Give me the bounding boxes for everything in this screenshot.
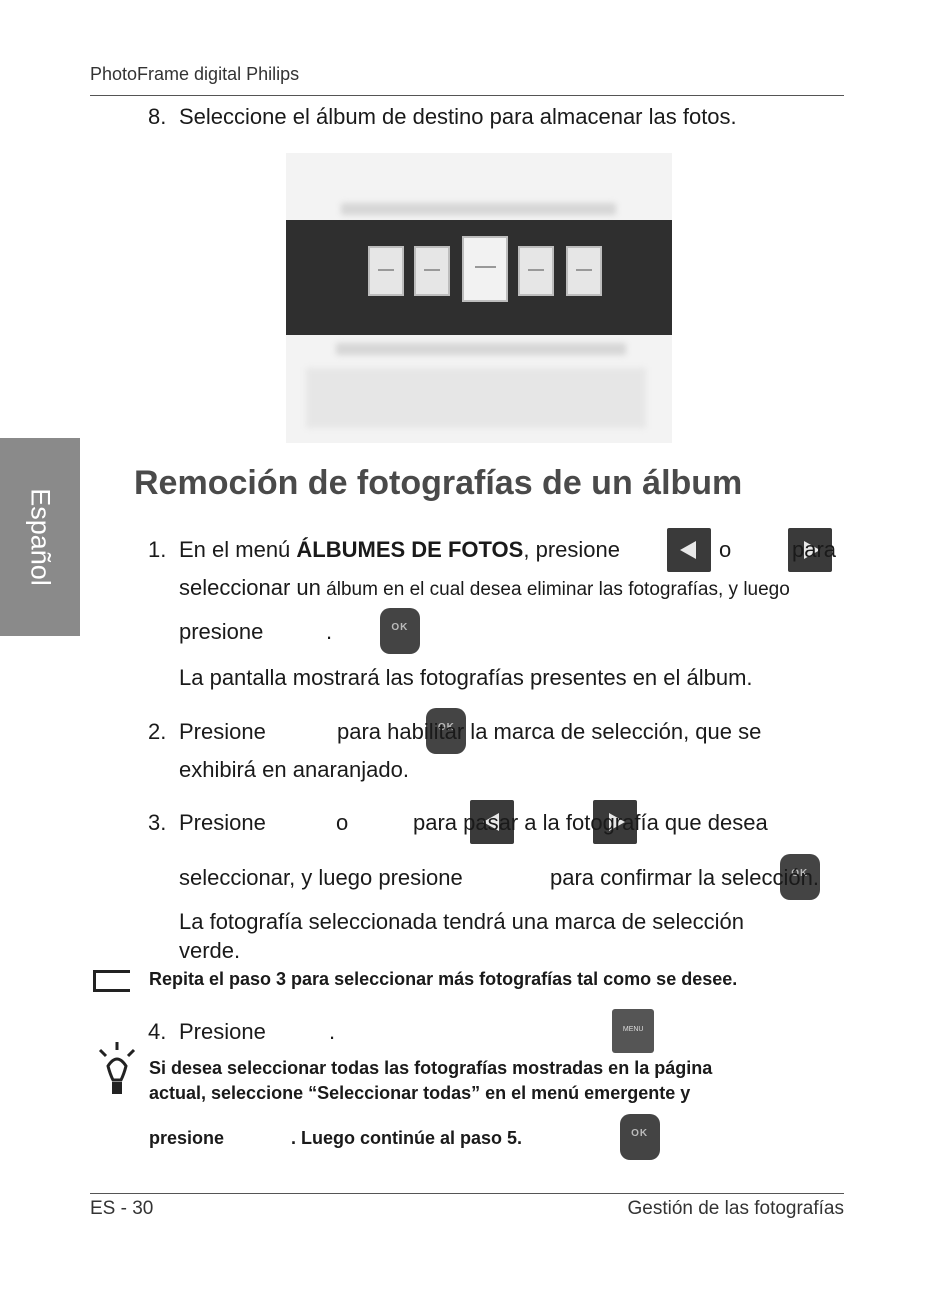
tip-line-3a: presione <box>149 1128 225 1148</box>
album-selection-screen-image <box>286 153 672 443</box>
step-3-line-2a: seleccionar, y luego presione <box>179 865 463 890</box>
step-2-line-2: exhibirá en anaranjado. <box>179 757 409 782</box>
step-1-para: para <box>792 537 837 562</box>
menu-button-icon <box>612 1009 654 1053</box>
step-1-line-1a: En el menú ÁLBUMES DE FOTOS, presione <box>179 537 620 562</box>
step-4-number: 4. <box>148 1019 167 1044</box>
step-3-number: 3. <box>148 810 167 835</box>
header-rule <box>90 95 844 96</box>
step-3-line-1: para pasar a la fotografía que desea <box>413 810 768 835</box>
ok-button-icon <box>380 608 420 654</box>
step-1-line-3: presione <box>179 619 264 644</box>
step-1-number: 1. <box>148 537 167 562</box>
tip-line-2: actual, seleccione “Seleccionar todas” en el menú emergente y <box>149 1083 691 1103</box>
step-1-or: o <box>719 537 732 562</box>
ok-button-icon <box>620 1114 660 1160</box>
step-4-period: . <box>329 1019 336 1044</box>
footer-rule <box>90 1193 844 1194</box>
arrow-left-button-icon <box>667 528 711 572</box>
step-3-line-4: verde. <box>179 938 241 963</box>
language-tab-label: Español <box>25 488 56 586</box>
step-1-line-4: La pantalla mostrará las fotografías presentes en el álbum. <box>179 665 753 690</box>
step-2-presione: Presione <box>179 719 266 744</box>
step-2-line-1: para habilitar la marca de selección, que se <box>337 719 762 744</box>
note-icon <box>93 970 130 992</box>
step-4-presione: Presione <box>179 1019 266 1044</box>
page-number: ES - 30 <box>90 1198 154 1219</box>
language-tab <box>0 438 80 636</box>
section-title: Remoción de fotografías de un álbum <box>134 464 743 502</box>
step-8-text: Seleccione el álbum de destino para almacenar las fotos. <box>179 104 737 129</box>
tip-line-1: Si desea seleccionar todas las fotografías mostradas en la página <box>149 1058 713 1078</box>
lightbulb-icon <box>98 1042 136 1100</box>
step-3-line-2b: para confirmar la selección. <box>550 865 820 890</box>
step-3-or: o <box>336 810 349 835</box>
step-3-presione: Presione <box>179 810 266 835</box>
step-2-number: 2. <box>148 719 167 744</box>
step-1-period: . <box>326 619 333 644</box>
running-header: PhotoFrame digital Philips <box>90 64 300 84</box>
step-8-number: 8. <box>148 104 167 129</box>
step-3-line-3: La fotografía seleccionada tendrá una marca de selección <box>179 909 745 934</box>
tip-line-3b: . Luego continúe al paso 5. <box>291 1128 523 1148</box>
step-1-line-2: seleccionar un álbum en el cual desea eliminar las fotografías, y luego <box>179 575 790 600</box>
chapter-title: Gestión de las fotografías <box>627 1198 844 1219</box>
note-text: Repita el paso 3 para seleccionar más fotografías tal como se desee. <box>149 969 738 989</box>
